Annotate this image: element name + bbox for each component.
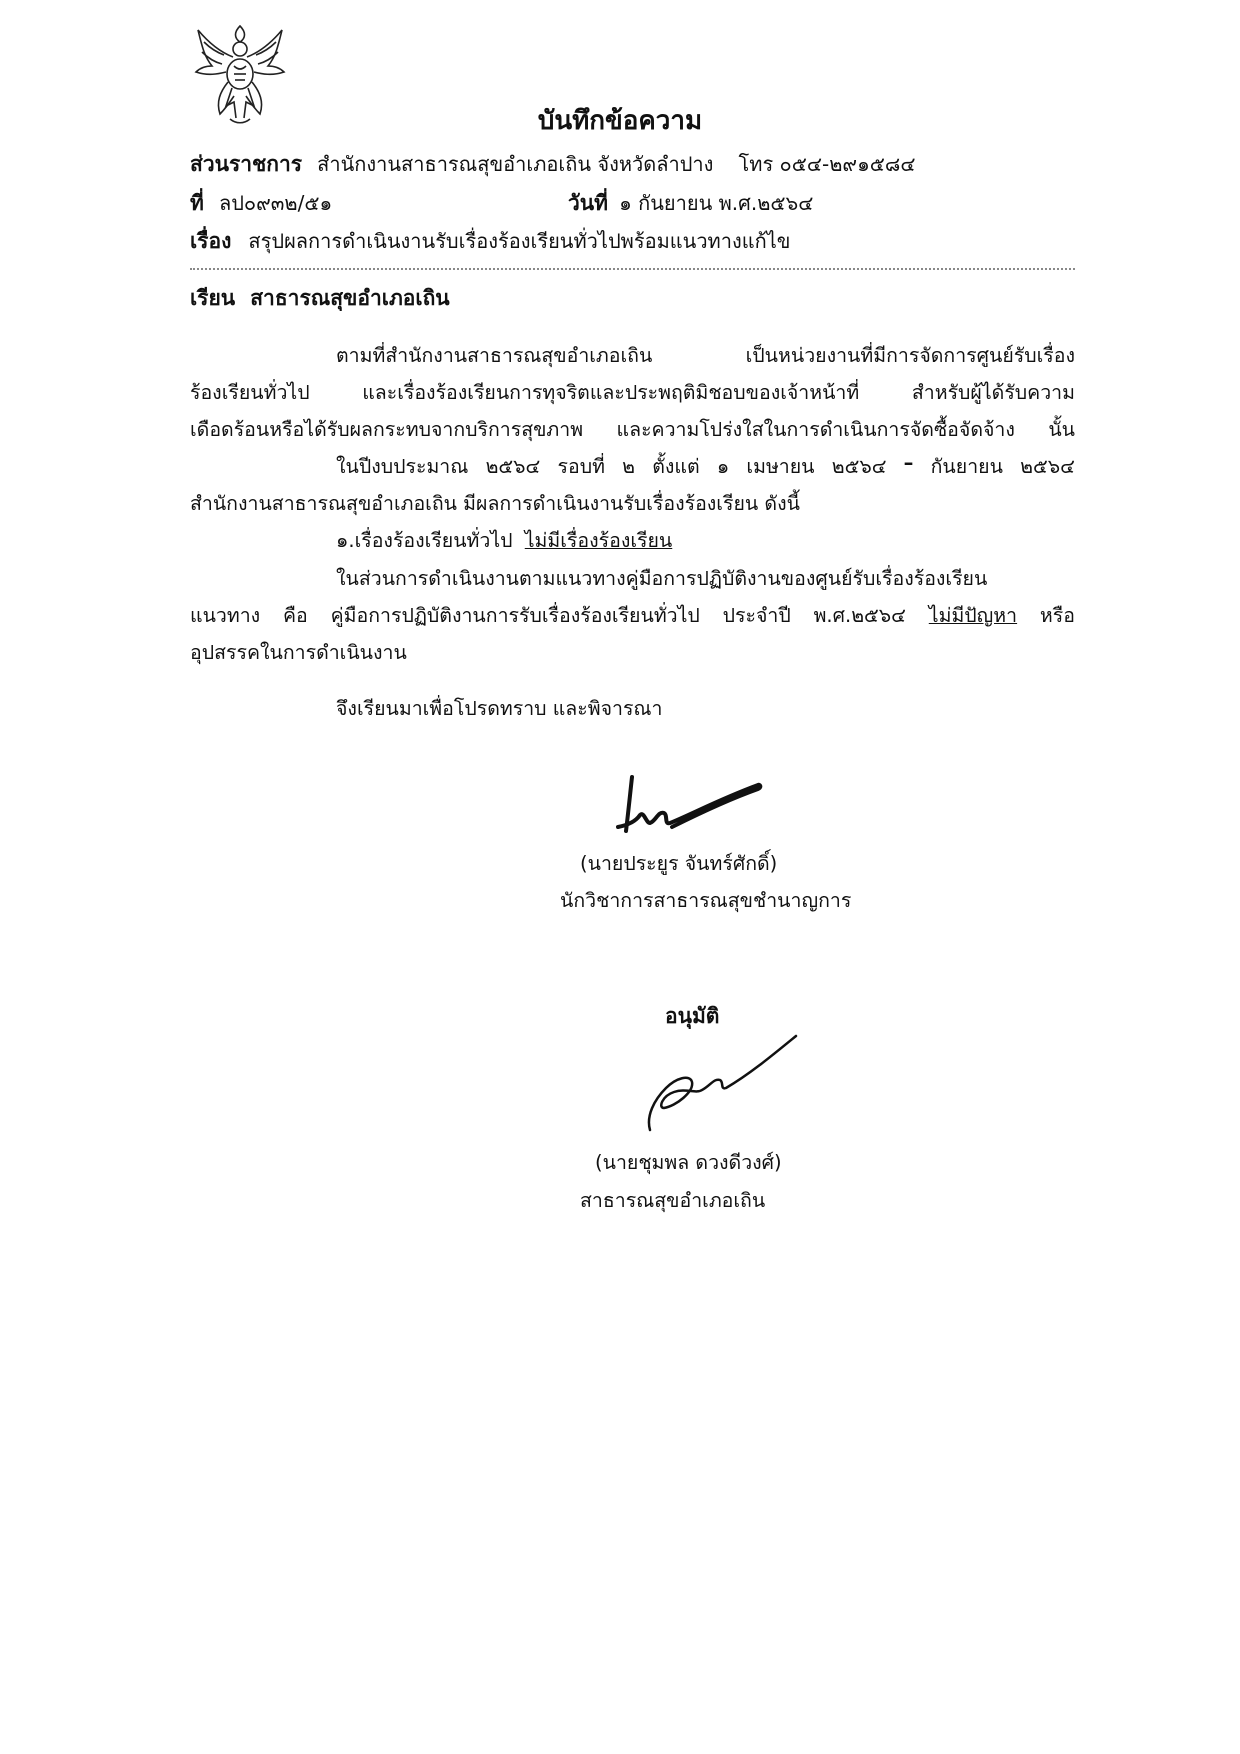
- addressee-label: เรียน: [190, 286, 236, 310]
- department-value: สำนักงานสาธารณสุขอำเภอเถิน จังหวัดลำปาง: [317, 152, 714, 176]
- text-segment: เป็นหน่วยงานที่มีการจัดการศูนย์รับเรื่อง: [745, 344, 1075, 367]
- closing-line: จึงเรียนมาเพื่อโปรดทราบ และพิจารณา: [336, 697, 663, 720]
- text-segment: ๒๕๖๔: [831, 455, 887, 478]
- paragraph2-line1: [336, 451, 1075, 482]
- text-segment: กันยายน: [930, 455, 1003, 478]
- item1-prefix: ๑.เรื่องร้องเรียนทั่วไป: [336, 529, 513, 552]
- complaint-item-1: [336, 525, 1075, 556]
- text-segment: คู่มือการปฏิบัติงานการรับเรื่องร้องเรียนทั่วไป: [330, 604, 700, 627]
- paragraph3-line1: ในส่วนการดำเนินงานตามแนวทางคู่มือการปฏิบัติงานของศูนย์รับเรื่องร้องเรียน: [336, 567, 988, 590]
- paragraph2-line2: สำนักงานสาธารณสุขอำเภอเถิน มีผลการดำเนินงานรับเรื่องร้องเรียน ดังนี้: [190, 492, 800, 515]
- text-segment: ๑: [716, 455, 730, 478]
- item1-result: ไม่มีเรื่องร้องเรียน: [524, 529, 673, 552]
- addressee-row: [190, 282, 450, 315]
- text-segment: และเรื่องร้องเรียนการทุจริตและประพฤติมิชอบของเจ้าหน้าที่: [362, 381, 860, 404]
- approver-position: สาธารณสุขอำเภอเถิน: [580, 1189, 766, 1212]
- text-segment: ร้องเรียนทั่วไป: [190, 381, 310, 404]
- no-problem-underlined: ไม่มีปัญหา: [928, 604, 1018, 627]
- paragraph1-line3: [190, 414, 1075, 445]
- signature-1-image: [610, 765, 770, 845]
- paragraph1-line2: [190, 377, 1075, 408]
- signer1-position: นักวิชาการสาธารณสุขชำนาญการ: [560, 889, 852, 912]
- text-segment: แนวทาง: [190, 604, 261, 627]
- text-segment: ตั้งแต่: [652, 455, 700, 478]
- signature-2-image: [640, 1030, 800, 1135]
- approver-name: (นายชุมพล ดวงดีวงศ์): [595, 1151, 782, 1174]
- date-value: ๑ กันยายน พ.ศ.๒๕๖๔: [619, 191, 814, 215]
- subject-value: สรุปผลการดำเนินงานรับเรื่องร้องเรียนทั่วไปพร้อมแนวทางแก้ไข: [248, 229, 791, 253]
- paragraph3-line3: อุปสรรคในการดำเนินงาน: [190, 641, 407, 664]
- text-segment: รอบที่: [557, 455, 605, 478]
- text-segment: –: [903, 451, 914, 474]
- department-phone: โทร ๐๕๔-๒๙๑๕๘๔: [738, 152, 916, 176]
- text-segment: ๒๕๖๔: [485, 455, 541, 478]
- addressee-value: สาธารณสุขอำเภอเถิน: [250, 286, 450, 310]
- text-segment: สำหรับผู้ได้รับความ: [911, 381, 1075, 404]
- text-segment: ๒๕๖๔: [1020, 455, 1075, 478]
- text-segment: หรือ: [1039, 604, 1075, 627]
- date-label: วันที่: [568, 191, 608, 215]
- reference-number: ลป๐๙๓๒/๕๑: [218, 191, 333, 215]
- text-segment: และความโปร่งใสในการดำเนินการจัดซื้อจัดจ้าง: [616, 418, 1015, 441]
- text-segment: นั้น: [1048, 418, 1075, 441]
- reference-row: [190, 187, 332, 220]
- subject-label: เรื่อง: [190, 229, 232, 253]
- date-row: [568, 187, 813, 220]
- department-row: [190, 148, 915, 181]
- paragraph3-line2: [190, 600, 1075, 631]
- text-segment: ประจำปี: [722, 604, 791, 627]
- text-segment: เมษายน: [746, 455, 815, 478]
- subject-row: [190, 225, 790, 258]
- text-segment: ๒: [622, 455, 635, 478]
- signer1-name: (นายประยูร จันทร์ศักดิ์): [580, 852, 778, 875]
- memo-title: บันทึกข้อความ: [537, 106, 703, 136]
- text-segment: ในปีงบประมาณ: [336, 455, 469, 478]
- text-segment: พ.ศ.๒๕๖๔: [813, 604, 906, 627]
- text-segment: ตามที่สำนักงานสาธารณสุขอำเภอเถิน: [336, 344, 653, 367]
- reference-label: ที่: [190, 191, 204, 215]
- paragraph1-line1: [336, 340, 1075, 371]
- text-segment: เดือดร้อนหรือได้รับผลกระทบจากบริการสุขภาพ: [190, 418, 584, 441]
- header-divider: [190, 268, 1075, 270]
- approval-label: อนุมัติ: [665, 1004, 720, 1028]
- department-label: ส่วนราชการ: [190, 152, 303, 176]
- text-segment: คือ: [283, 604, 308, 627]
